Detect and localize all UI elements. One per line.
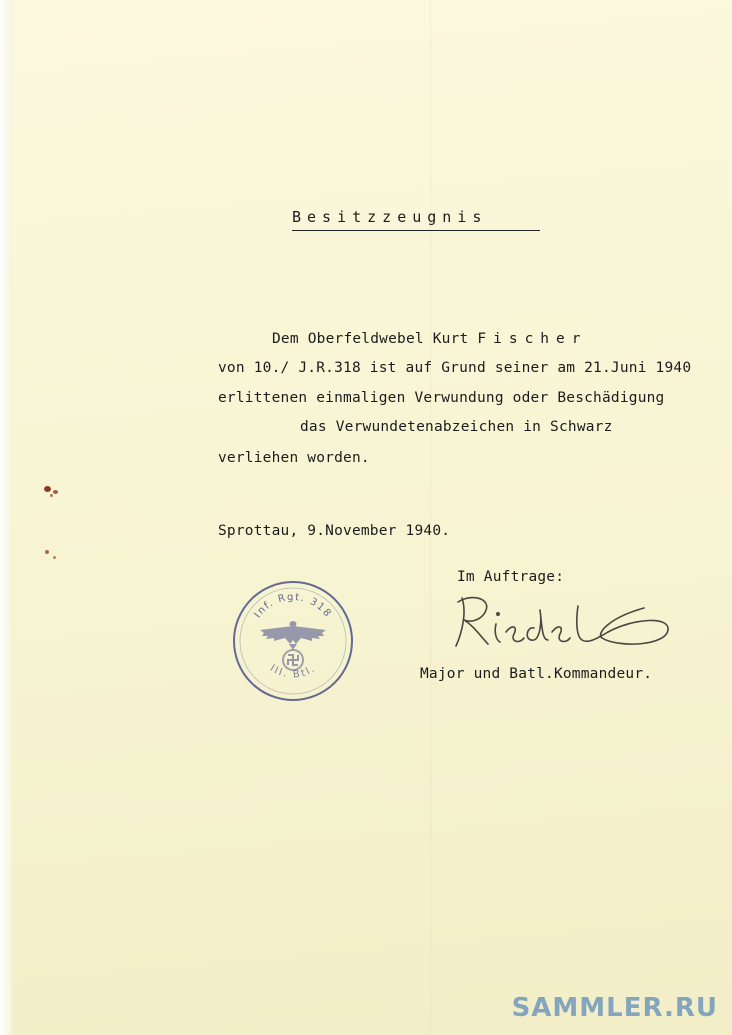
emblem-cross-icon — [288, 655, 298, 665]
signatory-rank-title: Major und Batl.Kommandeur. — [420, 666, 653, 682]
paper-left-edge — [0, 0, 12, 1035]
on-behalf-label: Im Auftrage: — [457, 569, 565, 585]
site-watermark: SAMMLER.RU — [511, 993, 718, 1023]
eagle-emblem-icon — [260, 621, 326, 650]
recipient-surname: Fischer — [477, 331, 588, 347]
body-line-3: erlittenen einmaligen Verwundung oder Beschädigung — [218, 390, 665, 406]
place-and-date: Sprottau, 9.November 1940. — [218, 523, 451, 539]
rust-stain — [50, 494, 53, 497]
rust-stain — [53, 556, 56, 559]
regimental-seal-stamp — [230, 578, 356, 704]
body-line-1 — [272, 331, 588, 347]
handwritten-signature — [448, 588, 678, 658]
seal-top-text: Inf. Rgt. 318 — [252, 591, 334, 621]
body-line-5: verliehen worden. — [218, 450, 370, 466]
rust-stain — [44, 486, 51, 492]
document-title: Besitzzeugnis — [292, 208, 540, 231]
recipient-prefix: Dem Oberfeldwebel Kurt — [272, 331, 478, 347]
body-line-2: von 10./ J.R.318 ist auf Grund seiner am 21.Juni 1940 — [218, 360, 692, 376]
paper-fold-crease — [430, 0, 431, 1035]
rust-stain — [45, 550, 49, 554]
body-line-4: das Verwundetenabzeichen in Schwarz — [300, 419, 613, 435]
seal-bottom-text: III. Btl. — [267, 663, 319, 681]
rust-stain — [53, 490, 58, 494]
